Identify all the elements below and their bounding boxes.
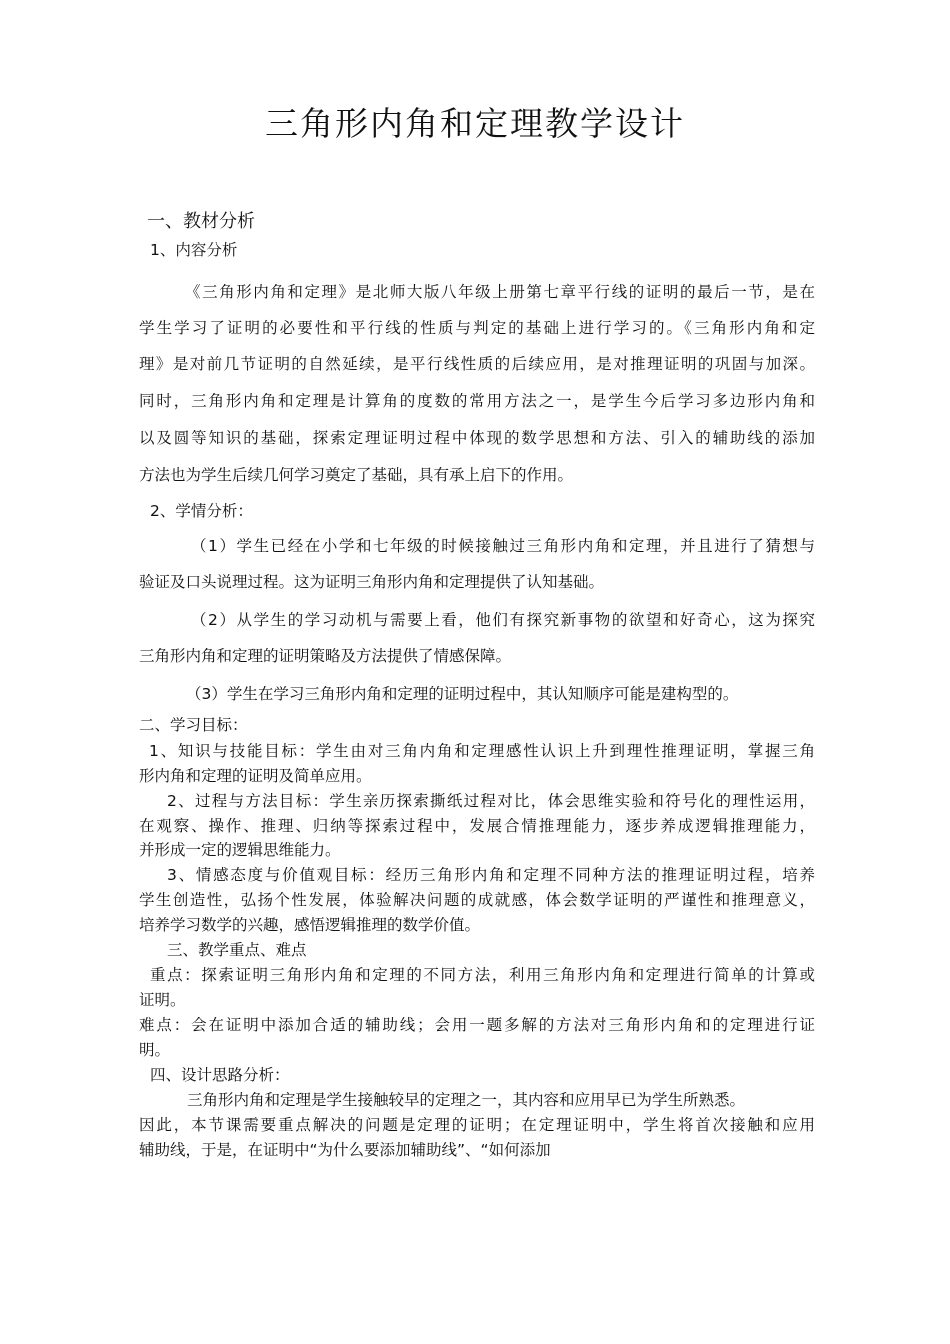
paragraph-line: 三角形内角和定理是学生接触较早的定理之一，其内容和应用早已为学生所熟悉。: [187, 1091, 746, 1109]
paragraph-line: 辅助线，于是，在证明中“为什么要添加辅助线”、“如何添加: [139, 1141, 551, 1159]
goal-line: 1、知识与技能目标：学生由对三角内角和定理感性认识上升到理性推理证明，掌握三角: [149, 742, 815, 760]
paragraph-line: 三角形内角和定理的证明策略及方法提供了情感保障。: [139, 647, 512, 665]
paragraph-line: 学生学习了证明的必要性和平行线的性质与判定的基础上进行学习的。《三角形内角和定: [139, 319, 815, 337]
section-heading-learning-goals: 二、学习目标：: [139, 716, 248, 734]
difficulty-line: 明。: [139, 1041, 171, 1059]
paragraph-line: （3）学生在学习三角形内角和定理的证明过程中，其认知顺序可能是建构型的。: [186, 685, 739, 703]
paragraph-line: （1）学生已经在小学和七年级的时候接触过三角形内角和定理，并且进行了猜想与: [191, 537, 815, 555]
paragraph-line: 理》是对前几节证明的自然延续，是平行线性质的后续应用，是对推理证明的巩固与加深。: [139, 355, 815, 373]
document-title: 三角形内角和定理教学设计: [265, 104, 685, 143]
goal-line: 培养学习数学的兴趣，感悟逻辑推理的数学价值。: [139, 916, 481, 934]
difficulty-line: 难点：会在证明中添加合适的辅助线；会用一题多解的方法对三角形内角和的定理进行证: [139, 1016, 815, 1034]
goal-line: 3、情感态度与价值观目标：经历三角形内角和定理不同种方法的推理证明过程，培养: [167, 866, 815, 884]
paragraph-line: 以及圆等知识的基础，探索定理证明过程中体现的数学思想和方法、引入的辅助线的添加: [139, 429, 815, 447]
section-heading-textbook-analysis: 一、教材分析: [147, 211, 255, 232]
subheading-learner-analysis: 2、学情分析：: [150, 502, 253, 520]
key-point-line: 证明。: [139, 991, 186, 1009]
paragraph-line: （2）从学生的学习动机与需要上看，他们有探究新事物的欲望和好奇心，这为探究: [191, 611, 815, 629]
subheading-content-analysis: 1、内容分析: [150, 241, 238, 259]
paragraph-line: 方法也为学生后续几何学习奠定了基础，具有承上启下的作用。: [139, 466, 574, 484]
goal-line: 学生创造性，弘扬个性发展，体验解决问题的成就感，体会数学证明的严谨性和推理意义，: [139, 891, 815, 909]
goal-line: 在观察、操作、推理、归纳等探索过程中，发展合情推理能力，逐步养成逻辑推理能力，: [139, 817, 815, 835]
paragraph-line: 验证及口头说理过程。这为证明三角形内角和定理提供了认知基础。: [139, 573, 605, 591]
section-heading-design-rationale: 四、设计思路分析：: [150, 1066, 290, 1084]
goal-line: 2、过程与方法目标：学生亲历探索撕纸过程对比，体会思维实验和符号化的理性运用，: [167, 792, 815, 810]
paragraph-line: 《三角形内角和定理》是北师大版八年级上册第七章平行线的证明的最后一节，是在: [185, 283, 815, 301]
paragraph-line: 因此，本节课需要重点解决的问题是定理的证明；在定理证明中，学生将首次接触和应用: [139, 1116, 815, 1134]
key-point-line: 重点：探索证明三角形内角和定理的不同方法，利用三角形内角和定理进行简单的计算或: [150, 966, 815, 984]
paragraph-line: 同时，三角形内角和定理是计算角的度数的常用方法之一，是学生今后学习多边形内角和: [139, 392, 815, 410]
section-heading-key-points: 三、教学重点、难点: [167, 941, 307, 959]
goal-line: 形内角和定理的证明及简单应用。: [139, 767, 372, 785]
goal-line: 并形成一定的逻辑思维能力。: [139, 841, 341, 859]
